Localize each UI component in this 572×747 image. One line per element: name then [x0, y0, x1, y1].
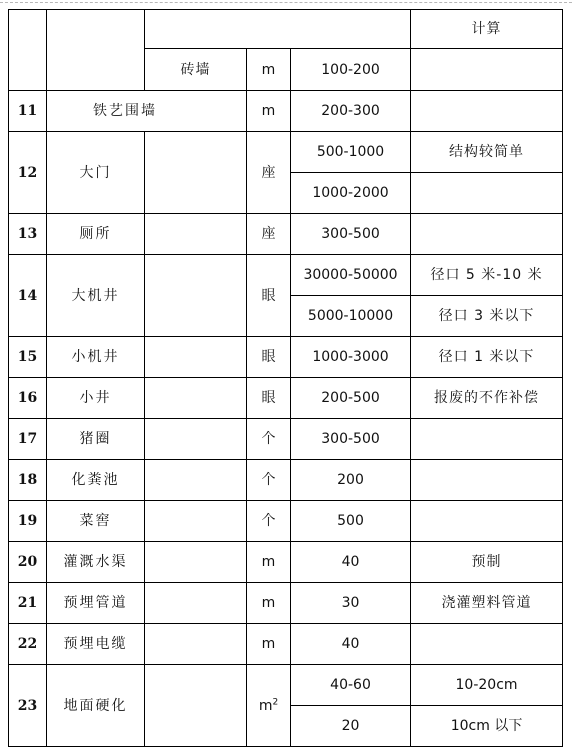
- table-row: [9, 501, 563, 542]
- standard-cell: 200: [291, 460, 411, 501]
- compensation-table: [8, 9, 563, 747]
- item-name: 预埋管道: [47, 583, 145, 624]
- row-number: 23: [9, 665, 47, 747]
- remark-cell: [411, 49, 563, 91]
- remark-cell: [411, 214, 563, 255]
- sub-cell: [145, 542, 247, 583]
- table-row: [9, 214, 563, 255]
- row-number: 19: [9, 501, 47, 542]
- unit-cell: 个: [247, 419, 291, 460]
- item-name: 化粪池: [47, 460, 145, 501]
- sub-cell: [145, 583, 247, 624]
- page-top-rule: [0, 2, 572, 3]
- item-name: 小机井: [47, 337, 145, 378]
- row-number: 14: [9, 255, 47, 337]
- table-row: [9, 542, 563, 583]
- row-number: 11: [9, 91, 47, 132]
- sub-cell: [145, 665, 247, 747]
- unit-cell: 个: [247, 501, 291, 542]
- sub-cell: [145, 419, 247, 460]
- table-row: [9, 337, 563, 378]
- row-number: 15: [9, 337, 47, 378]
- sub-cell: [145, 624, 247, 665]
- row-number: 20: [9, 542, 47, 583]
- cell-name-empty: [47, 10, 145, 91]
- sub-cell: [145, 501, 247, 542]
- remark-cell: 结构较简单: [411, 132, 563, 173]
- sub-cell: [145, 214, 247, 255]
- remark-cell: 径口 1 米以下: [411, 337, 563, 378]
- remark-cell: [411, 460, 563, 501]
- item-name: 灌溉水渠: [47, 542, 145, 583]
- remark-cell: 径口 3 米以下: [411, 296, 563, 337]
- table-row: [9, 378, 563, 419]
- standard-cell: 100-200: [291, 49, 411, 91]
- remark-cell: 径口 5 米-10 米: [411, 255, 563, 296]
- standard-cell: 40: [291, 624, 411, 665]
- unit-cell: 眼: [247, 255, 291, 337]
- unit-cell: 个: [247, 460, 291, 501]
- unit-base: m: [258, 697, 273, 714]
- unit-cell: m: [247, 49, 291, 91]
- remark-header: 计算: [411, 10, 563, 49]
- item-name: 厕所: [47, 214, 145, 255]
- unit-cell: 眼: [247, 378, 291, 419]
- table-row: [9, 91, 563, 132]
- unit-cell: m: [247, 624, 291, 665]
- standard-cell: 5000-10000: [291, 296, 411, 337]
- remark-cell: 10-20cm: [411, 665, 563, 706]
- row-number: 12: [9, 132, 47, 214]
- sub-cell: [145, 337, 247, 378]
- standard-cell: 1000-2000: [291, 173, 411, 214]
- standard-cell: 20: [291, 706, 411, 747]
- table-row: [9, 419, 563, 460]
- unit-superscript: 2: [272, 696, 279, 707]
- brick-wall-label: 砖墙: [145, 49, 247, 91]
- unit-cell: m: [247, 542, 291, 583]
- unit-cell: m: [247, 583, 291, 624]
- item-name: 大门: [47, 132, 145, 214]
- sub-cell: [145, 460, 247, 501]
- standard-cell: 200-500: [291, 378, 411, 419]
- table-row: [9, 583, 563, 624]
- standard-cell: 500-1000: [291, 132, 411, 173]
- sub-cell: [145, 378, 247, 419]
- unit-cell: 眼: [247, 337, 291, 378]
- remark-cell: [411, 91, 563, 132]
- row-number: 21: [9, 583, 47, 624]
- standard-cell: 1000-3000: [291, 337, 411, 378]
- remark-cell: [411, 501, 563, 542]
- remark-cell: [411, 624, 563, 665]
- table-row: [9, 665, 563, 706]
- item-name: 猪圈: [47, 419, 145, 460]
- table-row-header: [9, 10, 563, 49]
- standard-cell: 40-60: [291, 665, 411, 706]
- remark-cell: [411, 173, 563, 214]
- cell-num-empty: [9, 10, 47, 91]
- standard-cell: 30: [291, 583, 411, 624]
- standard-cell: 40: [291, 542, 411, 583]
- sub-cell: [145, 132, 247, 214]
- table-row: [9, 460, 563, 501]
- remark-cell: 浇灌塑料管道: [411, 583, 563, 624]
- row-number: 18: [9, 460, 47, 501]
- remark-cell: [411, 419, 563, 460]
- standard-cell: 200-300: [291, 91, 411, 132]
- cell-header-empty: [145, 10, 411, 49]
- table-row: [9, 255, 563, 296]
- item-name: 小井: [47, 378, 145, 419]
- remark-cell: 10cm 以下: [411, 706, 563, 747]
- standard-cell: 30000-50000: [291, 255, 411, 296]
- item-name: 菜窖: [47, 501, 145, 542]
- table-row: [9, 132, 563, 173]
- remark-cell: 报废的不作补偿: [411, 378, 563, 419]
- standard-cell: 300-500: [291, 419, 411, 460]
- unit-cell: m: [247, 91, 291, 132]
- standard-cell: 500: [291, 501, 411, 542]
- sub-cell: [145, 255, 247, 337]
- table-row: [9, 624, 563, 665]
- unit-cell: [247, 665, 291, 747]
- row-number: 13: [9, 214, 47, 255]
- item-name: 铁艺围墙: [47, 91, 247, 132]
- item-name: 大机井: [47, 255, 145, 337]
- remark-cell: 预制: [411, 542, 563, 583]
- row-number: 22: [9, 624, 47, 665]
- standard-cell: 300-500: [291, 214, 411, 255]
- item-name: 预埋电缆: [47, 624, 145, 665]
- row-number: 16: [9, 378, 47, 419]
- row-number: 17: [9, 419, 47, 460]
- unit-cell: 座: [247, 132, 291, 214]
- unit-cell: 座: [247, 214, 291, 255]
- item-name: 地面硬化: [47, 665, 145, 747]
